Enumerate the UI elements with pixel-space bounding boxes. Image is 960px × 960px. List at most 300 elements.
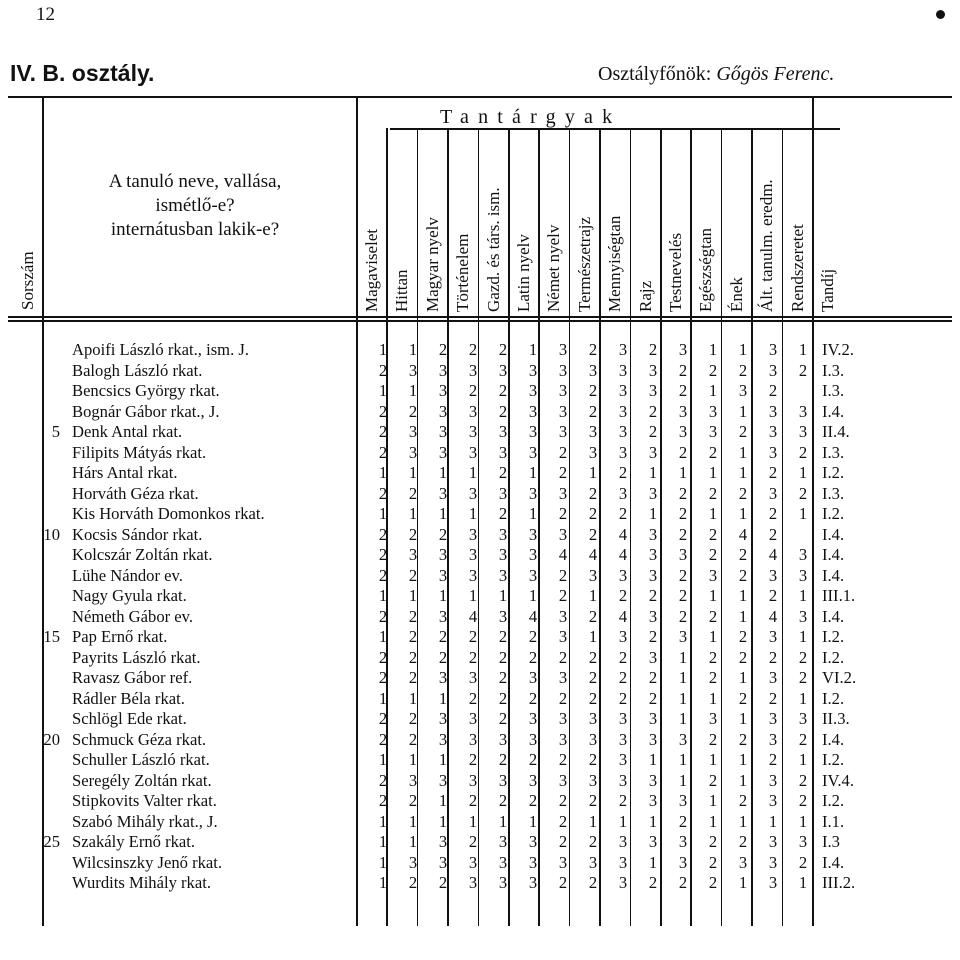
grade-cell: 2 <box>558 750 568 769</box>
grade-cell: 2 <box>648 873 658 892</box>
grade-cell: 1 <box>738 606 748 626</box>
grade-cell: 1 <box>738 442 748 462</box>
student-name: Wurdits Mihály rkat. <box>72 873 211 892</box>
grade-cell: 2 <box>678 586 688 605</box>
grade-cell: 2 <box>678 504 688 523</box>
grade-cell: 1 <box>708 627 718 646</box>
grade-cell: 2 <box>738 565 748 585</box>
grade-cell: 1 <box>708 811 718 831</box>
grade-cell: 3 <box>528 565 538 585</box>
grade-cell: 2 <box>588 647 598 667</box>
student-row <box>0 545 862 566</box>
grade-cell: 2 <box>498 688 508 708</box>
grade-cell: 2 <box>648 668 658 687</box>
grade-cell: 1 <box>768 811 778 831</box>
grade-cell: 2 <box>468 381 478 400</box>
grade-cell: 3 <box>678 340 688 359</box>
grade-cell: 2 <box>678 524 688 544</box>
tuition-cell: I.3. <box>822 360 845 380</box>
grade-cell: 3 <box>768 483 778 503</box>
grade-cell: 2 <box>768 750 778 769</box>
student-name: Payrits László rkat. <box>72 647 201 667</box>
grade-cell: 1 <box>378 852 388 872</box>
grade-cell: 1 <box>378 340 388 359</box>
grade-cell: 3 <box>438 668 448 687</box>
grade-cell: 2 <box>798 442 808 462</box>
grade-cell: 3 <box>468 852 478 872</box>
student-name: Lühe Nándor ev. <box>72 565 183 585</box>
grade-cell: 1 <box>648 463 658 482</box>
grade-cell: 3 <box>498 545 508 564</box>
grade-cell: 2 <box>438 340 448 359</box>
grade-cell: 3 <box>528 852 538 872</box>
grade-cell: 2 <box>618 463 628 482</box>
grade-cell: 2 <box>558 832 568 851</box>
grade-cell: 3 <box>678 545 688 564</box>
serial-number <box>0 402 60 423</box>
grade-cell: 4 <box>618 606 628 626</box>
grade-cell: 3 <box>498 565 508 585</box>
grade-cell: 2 <box>378 729 388 749</box>
student-name: Wilcsinszky Jenő rkat. <box>72 852 223 872</box>
grade-cell: 3 <box>768 360 778 380</box>
grade-cell: 1 <box>738 709 748 728</box>
grade-cell: 3 <box>648 565 658 585</box>
grade-cell: 1 <box>738 586 748 605</box>
grade-cell: 1 <box>678 463 688 482</box>
grade-cell: 4 <box>618 545 628 564</box>
grade-cell: 3 <box>558 401 568 421</box>
grade-cell: 3 <box>468 401 478 421</box>
grade-cell: 1 <box>408 688 418 708</box>
student-name: Kis Horváth Domonkos rkat. <box>72 504 265 523</box>
grade-cell: 2 <box>468 340 478 359</box>
grade-cell: 2 <box>588 606 598 626</box>
grade-cell: 2 <box>618 647 628 667</box>
serial-number <box>0 463 60 484</box>
grade-cell: 1 <box>798 586 808 605</box>
serial-number <box>0 443 60 464</box>
grade-cell: 1 <box>378 627 388 646</box>
student-row <box>0 873 862 894</box>
grade-cell: 2 <box>678 381 688 400</box>
student-name: Bognár Gábor rkat., J. <box>72 401 220 421</box>
tuition-cell: I.4. <box>822 524 845 544</box>
grade-cell: 3 <box>738 852 748 872</box>
grade-cell: 2 <box>618 586 628 605</box>
tuition-cell: I.2. <box>822 627 845 646</box>
grade-cell: 1 <box>738 340 748 359</box>
serial-number <box>0 504 60 525</box>
grade-cell: 3 <box>708 422 718 441</box>
grade-cell: 2 <box>678 442 688 462</box>
col-header-serial: Sorszám <box>18 251 37 310</box>
grade-cell: 3 <box>528 709 538 728</box>
grade-cell: 2 <box>648 627 658 646</box>
grade-cell: 1 <box>738 401 748 421</box>
student-row <box>0 709 862 730</box>
grade-cell: 3 <box>648 524 658 544</box>
grade-cell: 3 <box>768 709 778 728</box>
grade-cell: 2 <box>768 647 778 667</box>
grade-cell: 1 <box>798 750 808 769</box>
grade-cell: 2 <box>408 401 418 421</box>
grade-cell: 1 <box>498 586 508 605</box>
grade-cell: 1 <box>378 750 388 769</box>
subject-header: Egészségtan <box>696 227 716 312</box>
grade-cell: 2 <box>588 504 598 523</box>
grade-cell: 3 <box>438 729 448 749</box>
grade-cell: 1 <box>708 381 718 400</box>
grade-cell: 3 <box>408 545 418 564</box>
grade-cell: 3 <box>558 709 568 728</box>
grade-cell: 4 <box>738 524 748 544</box>
grade-cell: 1 <box>588 811 598 831</box>
grade-cell: 1 <box>408 340 418 359</box>
grade-cell: 2 <box>768 688 778 708</box>
grade-cell: 3 <box>408 422 418 441</box>
grade-cell: 1 <box>648 811 658 831</box>
grade-cell: 2 <box>648 401 658 421</box>
grade-cell: 3 <box>768 340 778 359</box>
grade-cell: 2 <box>498 627 508 646</box>
grade-cell: 2 <box>558 811 568 831</box>
grade-cell: 1 <box>648 504 658 523</box>
grade-cell: 1 <box>708 750 718 769</box>
grade-cell: 3 <box>618 627 628 646</box>
tuition-cell: III.1. <box>822 586 856 605</box>
grade-cell: 2 <box>798 770 808 790</box>
student-header-line2: ismétlő-e? <box>155 195 235 216</box>
grade-cell: 2 <box>498 709 508 728</box>
serial-number <box>0 381 60 402</box>
grade-cell: 1 <box>438 791 448 810</box>
grade-cell: 3 <box>528 873 538 892</box>
grade-cell: 3 <box>648 770 658 790</box>
grade-cell: 2 <box>738 688 748 708</box>
student-name: Filipits Mátyás rkat. <box>72 442 207 462</box>
grade-cell: 3 <box>798 422 808 441</box>
grade-cell: 2 <box>378 647 388 667</box>
grade-cell: 1 <box>708 586 718 605</box>
tuition-cell: VI.2. <box>822 668 857 687</box>
grade-cell: 3 <box>468 483 478 503</box>
grade-cell: 1 <box>678 668 688 687</box>
top-rule <box>8 96 952 98</box>
grade-cell: 2 <box>708 442 718 462</box>
grade-cell: 3 <box>528 770 538 790</box>
grade-cell: 3 <box>678 422 688 441</box>
grade-cell: 2 <box>738 832 748 851</box>
grade-cell: 3 <box>468 873 478 892</box>
grade-cell: 3 <box>618 832 628 851</box>
grade-cell: 3 <box>468 545 478 564</box>
student-name: Kolcszár Zoltán rkat. <box>72 545 213 564</box>
grade-cell: 2 <box>558 647 568 667</box>
subject-header: Ált. tanulm. eredm. <box>757 179 777 312</box>
grade-cell: 2 <box>438 627 448 646</box>
grade-cell: 1 <box>738 811 748 831</box>
student-name: Hárs Antal rkat. <box>72 463 178 482</box>
grade-cell: 3 <box>648 442 658 462</box>
grade-cell: 1 <box>588 586 598 605</box>
tuition-cell: I.4. <box>822 565 845 585</box>
grade-cell: 1 <box>588 627 598 646</box>
grade-cell: 2 <box>378 360 388 380</box>
grade-cell: 1 <box>408 504 418 523</box>
grade-cell: 3 <box>498 606 508 626</box>
grade-cell: 3 <box>558 627 568 646</box>
grade-cell: 3 <box>438 360 448 380</box>
grade-cell: 3 <box>438 381 448 400</box>
student-row <box>0 730 862 751</box>
tuition-cell: I.2. <box>822 463 845 482</box>
subject-header: Rendszeretet <box>787 224 807 312</box>
serial-number <box>0 771 60 792</box>
grade-cell: 2 <box>408 729 418 749</box>
grade-cell: 3 <box>678 791 688 810</box>
grade-cell: 2 <box>408 668 418 687</box>
grade-cell: 4 <box>588 545 598 564</box>
grade-cell: 3 <box>528 524 538 544</box>
grade-cell: 2 <box>738 647 748 667</box>
grade-cell: 2 <box>408 606 418 626</box>
grade-cell: 1 <box>498 811 508 831</box>
grade-cell: 3 <box>438 401 448 421</box>
grade-cell: 3 <box>498 729 508 749</box>
grade-cell: 3 <box>648 832 658 851</box>
grade-cell: 2 <box>708 360 718 380</box>
grade-cell: 2 <box>618 791 628 810</box>
grade-cell: 1 <box>678 647 688 667</box>
tuition-cell: I.3. <box>822 483 845 503</box>
grade-cell: 3 <box>738 381 748 400</box>
grade-cell: 3 <box>648 360 658 380</box>
student-name: Stipkovits Valter rkat. <box>72 791 217 810</box>
grade-cell: 2 <box>498 750 508 769</box>
grade-cell: 1 <box>798 688 808 708</box>
grade-cell: 2 <box>498 791 508 810</box>
grade-cell: 1 <box>738 873 748 892</box>
grade-cell: 3 <box>588 360 598 380</box>
student-name: Apoifi László rkat., ism. J. <box>72 340 249 359</box>
grade-cell: 2 <box>588 791 598 810</box>
grade-cell: 2 <box>588 832 598 851</box>
grade-cell: 3 <box>498 360 508 380</box>
student-row <box>0 484 862 505</box>
grade-cell: 1 <box>438 688 448 708</box>
grade-cell: 2 <box>648 422 658 441</box>
grade-cell: 3 <box>468 770 478 790</box>
grade-cell: 2 <box>378 606 388 626</box>
grade-cell: 2 <box>798 668 808 687</box>
grade-cell: 2 <box>708 770 718 790</box>
grade-cell: 2 <box>468 832 478 851</box>
grade-cell: 2 <box>378 791 388 810</box>
grade-cell: 2 <box>438 873 448 892</box>
grade-cell: 3 <box>618 709 628 728</box>
grade-cell: 3 <box>678 627 688 646</box>
grade-cell: 3 <box>768 422 778 441</box>
grade-cell: 1 <box>648 750 658 769</box>
grade-cell: 3 <box>798 606 808 626</box>
subject-header: Mennyiségtan <box>605 215 625 312</box>
student-name: Kocsis Sándor rkat. <box>72 524 203 544</box>
grade-cell: 1 <box>798 873 808 892</box>
grade-cell: 3 <box>438 852 448 872</box>
grade-cell: 1 <box>798 811 808 831</box>
grade-cell <box>788 525 818 546</box>
grade-cell: 3 <box>798 709 808 728</box>
student-name: Ravasz Gábor ref. <box>72 668 193 687</box>
grade-cell: 3 <box>588 852 598 872</box>
grade-cell: 2 <box>498 668 508 687</box>
grade-cell: 2 <box>468 791 478 810</box>
grade-cell: 3 <box>588 565 598 585</box>
serial-number <box>0 361 60 382</box>
grade-cell: 2 <box>738 545 748 564</box>
grade-cell: 1 <box>678 770 688 790</box>
tuition-cell: I.4. <box>822 401 845 421</box>
grade-cell: 2 <box>558 565 568 585</box>
subject-header: Gazd. és társ. ism. <box>483 187 503 312</box>
grade-cell: 3 <box>558 340 568 359</box>
grade-cell: 2 <box>408 565 418 585</box>
grade-cell: 3 <box>408 360 418 380</box>
grade-cell: 2 <box>708 832 718 851</box>
grade-cell: 3 <box>768 832 778 851</box>
grade-cell: 1 <box>408 811 418 831</box>
student-name: Pap Ernő rkat. <box>72 627 168 646</box>
grade-cell: 1 <box>528 811 538 831</box>
grade-cell: 4 <box>768 606 778 626</box>
grade-cell: 3 <box>558 381 568 400</box>
grade-cell: 2 <box>468 688 478 708</box>
grade-cell: 2 <box>708 873 718 892</box>
grade-cell: 3 <box>678 729 688 749</box>
grade-cell: 1 <box>468 504 478 523</box>
grade-cell: 1 <box>528 586 538 605</box>
grade-cell: 1 <box>708 340 718 359</box>
serial-number <box>0 340 60 361</box>
tuition-cell: II.3. <box>822 709 850 728</box>
grade-cell: 2 <box>558 791 568 810</box>
student-name: Denk Antal rkat. <box>72 422 183 441</box>
grade-cell: 1 <box>468 811 478 831</box>
student-name: Schlögl Ede rkat. <box>72 709 187 728</box>
grade-cell: 1 <box>468 586 478 605</box>
grade-cell: 3 <box>438 832 448 851</box>
grade-cell: 3 <box>768 668 778 687</box>
grade-cell: 1 <box>798 340 808 359</box>
grade-cell: 3 <box>768 729 778 749</box>
grade-cell: 2 <box>378 545 388 564</box>
grade-cell: 2 <box>738 360 748 380</box>
tuition-cell: I.2. <box>822 647 845 667</box>
student-row <box>0 525 862 546</box>
grade-cell: 1 <box>378 688 388 708</box>
grade-cell: 1 <box>378 463 388 482</box>
grade-cell: 2 <box>618 688 628 708</box>
grade-cell: 2 <box>708 729 718 749</box>
grade-cell: 3 <box>558 606 568 626</box>
tuition-cell: I.3. <box>822 442 845 462</box>
student-row <box>0 648 862 669</box>
grade-cell: 3 <box>438 770 448 790</box>
grade-cell: 2 <box>558 873 568 892</box>
grade-cell: 2 <box>378 770 388 790</box>
grade-cell: 3 <box>498 524 508 544</box>
student-header-line3: internátusban lakik-e? <box>110 219 280 240</box>
grade-cell: 2 <box>648 688 658 708</box>
grade-cell: 2 <box>408 873 418 892</box>
grade-cell: 2 <box>738 729 748 749</box>
subject-header: Testnevelés <box>666 232 685 312</box>
grade-cell: 2 <box>738 483 748 503</box>
student-row <box>0 750 862 771</box>
grade-cell: 2 <box>468 750 478 769</box>
grade-cell: 2 <box>408 483 418 503</box>
student-row <box>0 340 862 361</box>
grade-cell: 3 <box>618 442 628 462</box>
serial-number <box>0 607 60 628</box>
grade-cell: 4 <box>558 545 568 564</box>
grade-cell: 1 <box>378 832 388 851</box>
grade-cell: 3 <box>528 545 538 564</box>
grade-cell: 1 <box>408 381 418 400</box>
grade-cell: 1 <box>438 750 448 769</box>
student-row <box>0 812 862 833</box>
grade-cell: 3 <box>438 709 448 728</box>
grade-cell: 4 <box>468 606 478 626</box>
grade-cell: 2 <box>528 688 538 708</box>
grade-cell: 3 <box>588 422 598 441</box>
subject-header: Természetrajz <box>574 216 594 312</box>
tuition-cell: I.2. <box>822 750 845 769</box>
tuition-cell: I.4. <box>822 606 845 626</box>
grade-cell: 2 <box>528 647 538 667</box>
grade-cell: 3 <box>648 709 658 728</box>
serial-number <box>0 812 60 833</box>
grade-cell: 3 <box>618 360 628 380</box>
grade-cell: 1 <box>588 463 598 482</box>
grade-cell: 3 <box>438 442 448 462</box>
student-row <box>0 463 862 484</box>
grade-cell: 4 <box>528 606 538 626</box>
grade-cell: 2 <box>618 504 628 523</box>
grade-cell: 2 <box>678 360 688 380</box>
grade-cell: 1 <box>708 504 718 523</box>
grade-cell: 2 <box>708 606 718 626</box>
grade-cell: 2 <box>378 422 388 441</box>
grade-cell: 2 <box>588 401 598 421</box>
grade-cell: 3 <box>468 565 478 585</box>
grade-cell: 3 <box>408 770 418 790</box>
grade-cell: 2 <box>708 524 718 544</box>
student-row <box>0 504 862 525</box>
grade-cell: 2 <box>678 483 688 503</box>
student-row <box>0 402 862 423</box>
grade-cell: 1 <box>678 688 688 708</box>
serial-number <box>0 853 60 874</box>
grade-cell: 3 <box>648 545 658 564</box>
grade-cell: 2 <box>498 401 508 421</box>
col-header-student <box>60 170 330 242</box>
grade-cell: 3 <box>618 565 628 585</box>
grade-cell: 1 <box>378 504 388 523</box>
serial-number <box>0 484 60 505</box>
page-number: 12 <box>36 4 55 25</box>
